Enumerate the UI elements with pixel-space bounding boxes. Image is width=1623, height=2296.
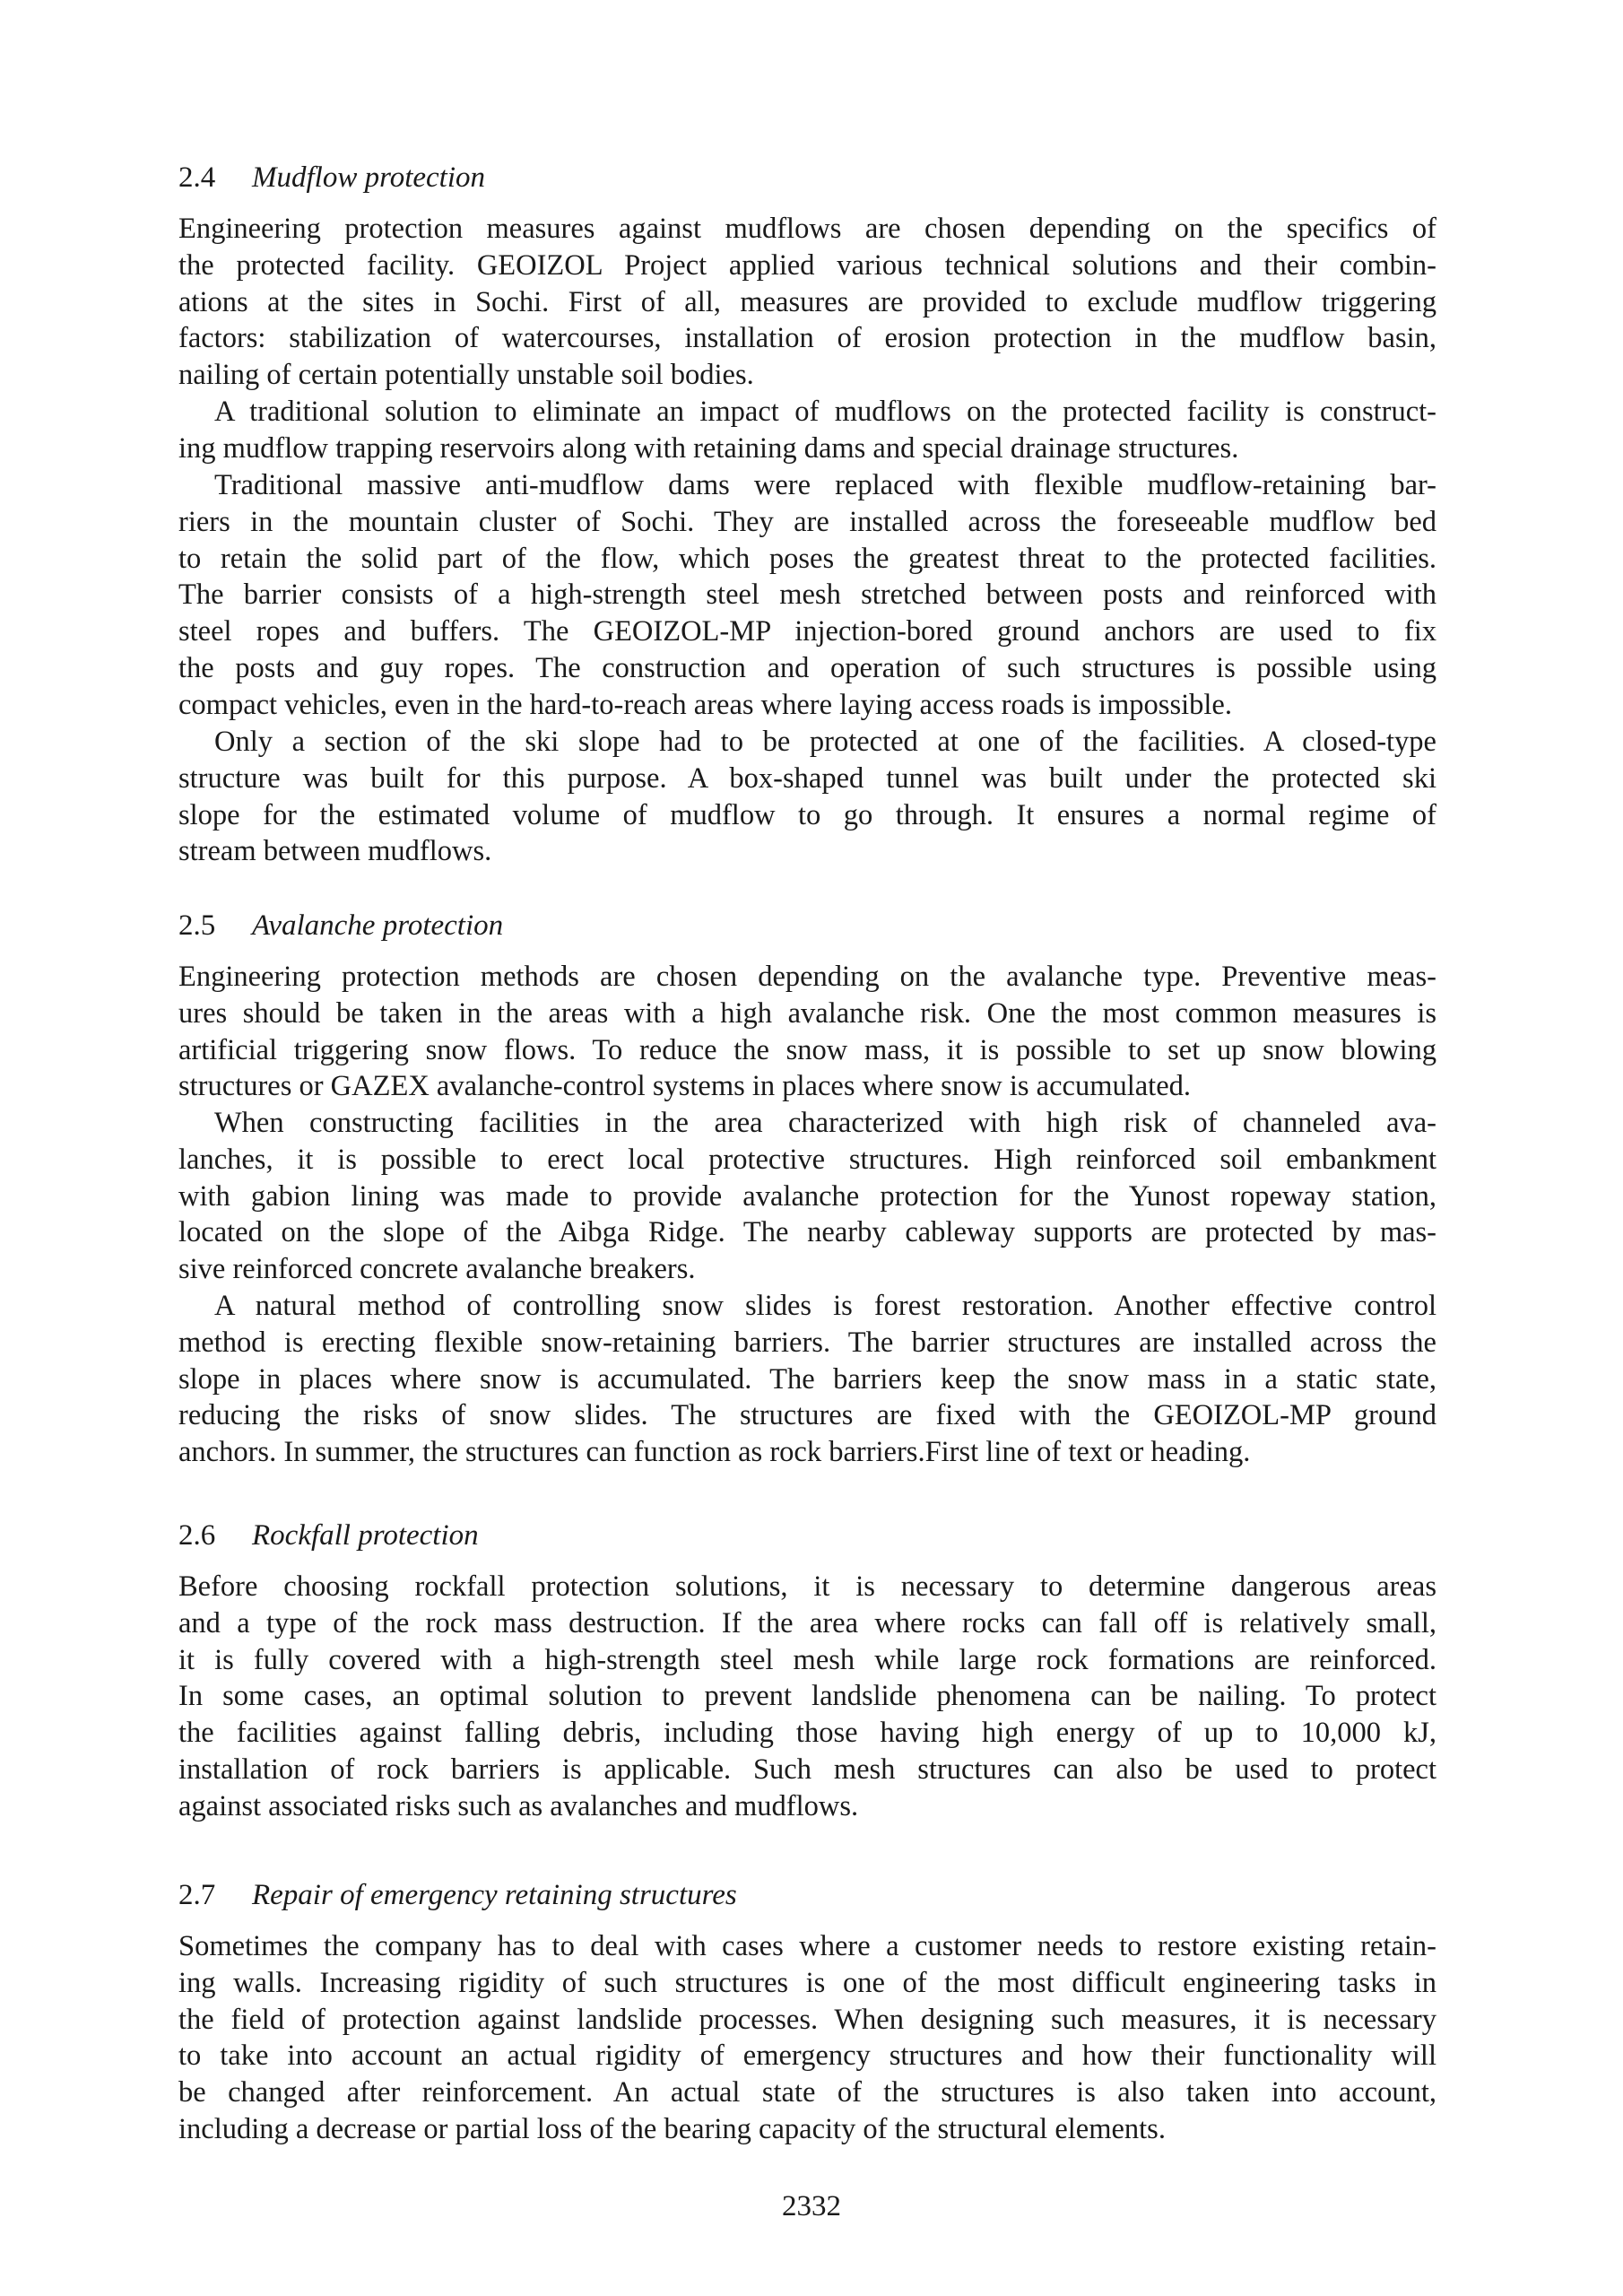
text-line: A natural method of controlling snow slides is forest restoration. Another effective control [214,1290,1436,1322]
text-line: In some cases, an optimal solution to prevent landslide phenomena can be nailing. To protect [178,1680,1436,1713]
text-line: When constructing facilities in the area characterized with high risk of channeled ava- [214,1107,1436,1139]
text-line: Sometimes the company has to deal with cases where a customer needs to restore existing retain- [178,1930,1436,1962]
section-heading-2-4 [178,160,485,196]
text-line: to retain the solid part of the flow, which poses the greatest threat to the protected facilities. [178,542,1436,575]
paragraph [178,211,1436,394]
text-line: installation of rock barriers is applicable. Such mesh structures can also be used to protect [178,1752,1436,1786]
text-line: structure was built for this purpose. A box-shaped tunnel was built under the protected ski [178,761,1436,795]
text-line: nailing of certain potentially unstable soil bodies. [178,359,754,392]
section-number: 2.5 [178,909,216,942]
text-line: to take into account an actual rigidity of emergency structures and how their functionality will [178,2039,1436,2073]
text-line: factors: stabilization of watercourses, installation of erosion protection in the mudflow basin, [178,322,1436,355]
section-number: 2.4 [178,161,216,194]
text-line: located on the slope of the Aibga Ridge. The nearby cableway supports are protected by mas- [178,1216,1436,1249]
text-line: Traditional massive anti-mudflow dams were replaced with flexible mudflow-retaining bar- [214,469,1436,501]
text-line: slope for the estimated volume of mudflow to go through. It ensures a normal regime of [178,798,1436,831]
section-number: 2.7 [178,1879,216,1911]
section-heading-2-5 [178,908,503,944]
text-line: Only a section of the ski slope had to be protected at one of the facilities. A closed-type [214,726,1436,758]
text-line: Before choosing rockfall protection solutions, it is necessary to determine dangerous areas [178,1570,1436,1603]
section-title: Rockfall protection [252,1519,479,1552]
text-line: reducing the risks of snow slides. The structures are fixed with the GEOIZOL-MP ground [178,1399,1436,1432]
text-line: structures or GAZEX avalanche-control systems in places where snow is accumulated. [178,1070,1192,1103]
section-title: Repair of emergency retaining structures [252,1879,737,1911]
section-heading-2-7 [178,1877,737,1913]
paragraph [178,394,1436,467]
text-line: compact vehicles, even in the hard-to-reach areas where laying access roads is impossible. [178,688,1232,721]
text-line: A traditional solution to eliminate an impact of mudflows on the protected facility is construct- [214,396,1436,428]
text-line: including a decrease or partial loss of the bearing capacity of the structural elements. [178,2112,1166,2145]
section-title: Avalanche protection [252,909,504,942]
text-line: steel ropes and buffers. The GEOIZOL-MP injection-bored ground anchors are used to fix [178,615,1436,648]
text-line: with gabion lining was made to provide avalanche protection for the Yunost ropeway station, [178,1179,1436,1213]
text-line: anchors. In summer, the structures can function as rock barriers.First line of text or heading. [178,1436,1251,1469]
text-line: and a type of the rock mass destruction. If the area where rocks can fall off is relatively small, [178,1606,1436,1639]
page-number: 2332 [782,2190,841,2222]
text-line: the protected facility. GEOIZOL Project applied various technical solutions and their combin- [178,248,1436,282]
text-line: method is erecting flexible snow-retaining barriers. The barrier structures are installed across the [178,1326,1436,1359]
text-line: ing walls. Increasing rigidity of such structures is one of the most difficult engineering tasks in [178,1966,1436,1999]
paragraph [178,467,1436,724]
text-line: riers in the mountain cluster of Sochi. They are installed across the foreseeable mudflow bed [178,505,1436,538]
text-line: lanches, it is possible to erect local protective structures. High reinforced soil embankment [178,1143,1436,1176]
text-line: slope in places where snow is accumulated. The barriers keep the snow mass in a static state, [178,1362,1436,1396]
text-line: ing mudflow trapping reservoirs along with retaining dams and special drainage structures. [178,431,1239,465]
text-line: be changed after reinforcement. An actual state of the structures is also taken into account, [178,2076,1436,2109]
text-line: the field of protection against landslide processes. When designing such measures, it is necessary [178,2003,1436,2036]
text-line: Engineering protection methods are chosen depending on the avalanche type. Preventive meas- [178,961,1436,993]
text-line: against associated risks such as avalanches and mudflows. [178,1789,859,1822]
text-line: ures should be taken in the areas with a high avalanche risk. One the most common measures is [178,996,1436,1030]
paragraph [178,1569,1436,1825]
text-line: ations at the sites in Sochi. First of all, measures are provided to exclude mudflow triggering [178,285,1436,318]
text-line: the posts and guy ropes. The construction and operation of such structures is possible using [178,651,1436,684]
paragraph [178,1288,1436,1471]
paragraph [178,724,1436,870]
text-line: artificial triggering snow flows. To reduce the snow mass, it is possible to set up snow blowing [178,1033,1436,1066]
section-number: 2.6 [178,1519,216,1552]
text-line: The barrier consists of a high-strength steel mesh stretched between posts and reinforced with [178,578,1436,612]
section-heading-2-6 [178,1518,479,1553]
text-line: sive reinforced concrete avalanche breakers. [178,1253,696,1286]
text-line: it is fully covered with a high-strength steel mesh while large rock formations are reinforced. [178,1643,1436,1676]
paragraph [178,1105,1436,1288]
text-line: stream between mudflows. [178,835,492,868]
text-line: the facilities against falling debris, including those having high energy of up to 10,000 kJ, [178,1717,1436,1750]
text-line: Engineering protection measures against mudflows are chosen depending on the specifics of [178,213,1436,245]
section-title: Mudflow protection [252,161,486,194]
paragraph [178,959,1436,1105]
paragraph [178,1928,1436,2148]
